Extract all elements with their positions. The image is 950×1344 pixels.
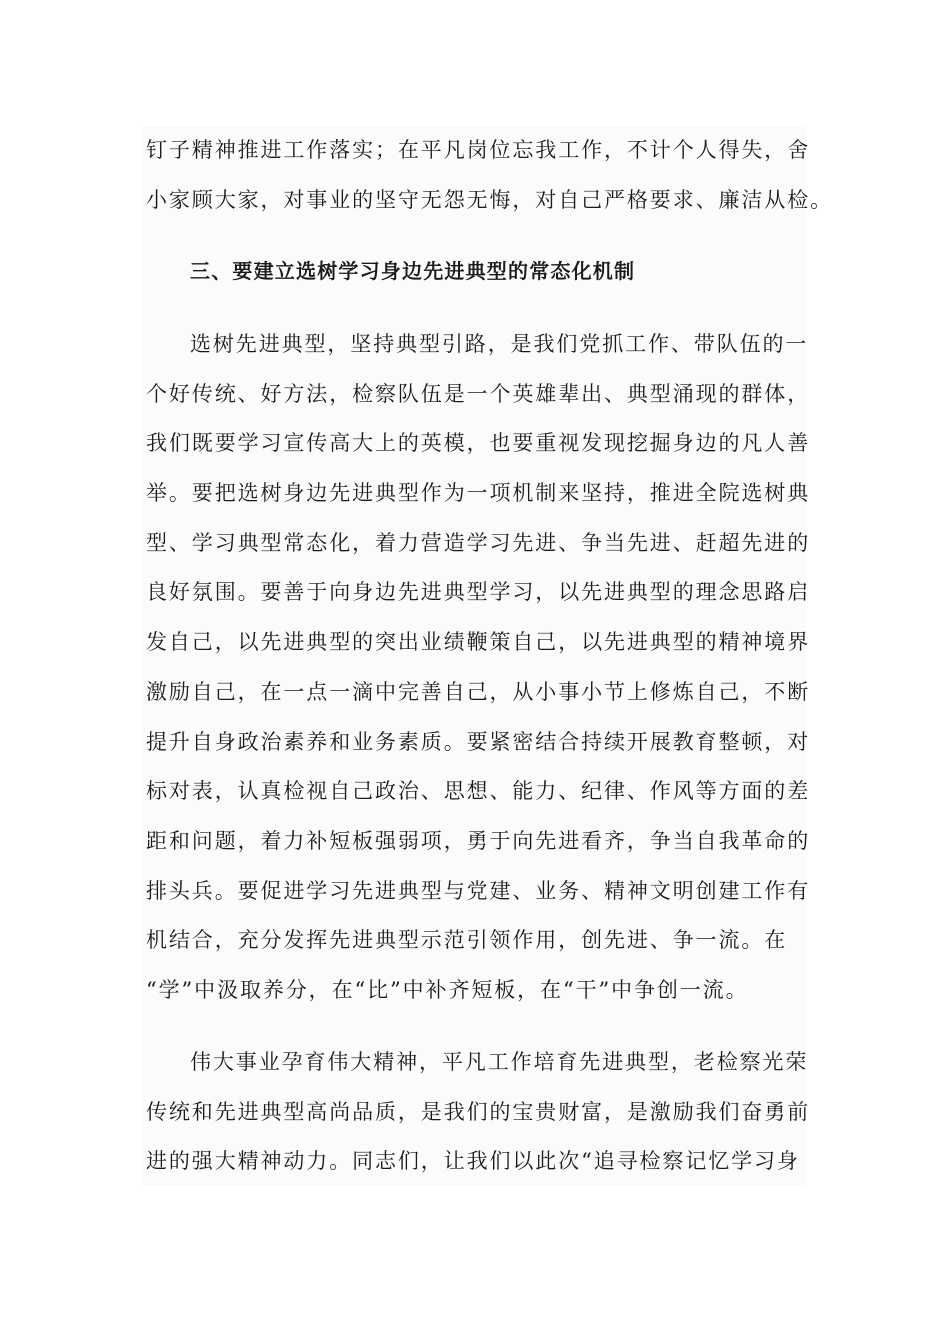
text-line: 型、学习典型常态化，着力营造学习先进、争当先进、赶超先进的 [146,530,811,555]
text-line: 我们既要学习宣传高大上的英模，也要重视发现挖掘身边的凡人善 [146,431,811,456]
text-line: 进的强大精神动力。同志们，让我们以此次“追寻检察记忆学习身 [146,1149,800,1174]
text-line: 传统和先进典型高尚品质，是我们的宝贵财富，是激励我们奋勇前 [146,1099,811,1124]
paragraph-closing [146,1038,811,1187]
text-line: 提升自身政治素养和业务素质。要紧密结合持续开展教育整顿，对 [146,729,811,754]
text-line: 机结合，充分发挥先进典型示范引领作用，创先进、争一流。在 [146,928,788,953]
text-line: 激励自己，在一点一滴中完善自己，从小事小节上修炼自己，不断 [146,679,811,704]
text-line: 发自己，以先进典型的突出业绩鞭策自己，以先进典型的精神境界 [146,630,811,655]
paragraph-typical-examples [146,320,811,1016]
text-line: “学”中汲取养分，在“比”中补齐短板，在“干”中争创一流。 [146,977,749,1002]
text-line: 距和问题，着力补短板强弱项，勇于向先进看齐，争当自我革命的 [146,828,811,853]
text-line: 个好传统、好方法，检察队伍是一个英雄辈出、典型涌现的群体， [146,381,811,406]
section-heading: 三、要建立选树学习身边先进典型的常态化机制 [190,259,636,283]
paragraph-continuation [146,126,833,225]
text-line: 举。要把选树身边先进典型作为一项机制来坚持，推进全院选树典 [146,481,811,506]
text-line: 良好氛围。要善于向身边先进典型学习，以先进典型的理念思路启 [146,580,811,605]
text-line: 小家顾大家，对事业的坚守无怨无悔，对自己严格要求、廉洁从检。 [146,187,833,212]
text-line: 标对表，认真检视自己政治、思想、能力、纪律、作风等方面的差 [146,779,811,804]
text-line: 伟大事业孕育伟大精神，平凡工作培育先进典型，老检察光荣 [190,1050,809,1074]
text-line: 钉子精神推进工作落实；在平凡岗位忘我工作，不计个人得失，舍 [146,138,811,162]
text-line: 排头兵。要促进学习先进典型与党建、业务、精神文明创建工作有 [146,878,811,903]
text-line: 选树先进典型，坚持典型引路，是我们党抓工作、带队伍的一 [190,332,809,356]
